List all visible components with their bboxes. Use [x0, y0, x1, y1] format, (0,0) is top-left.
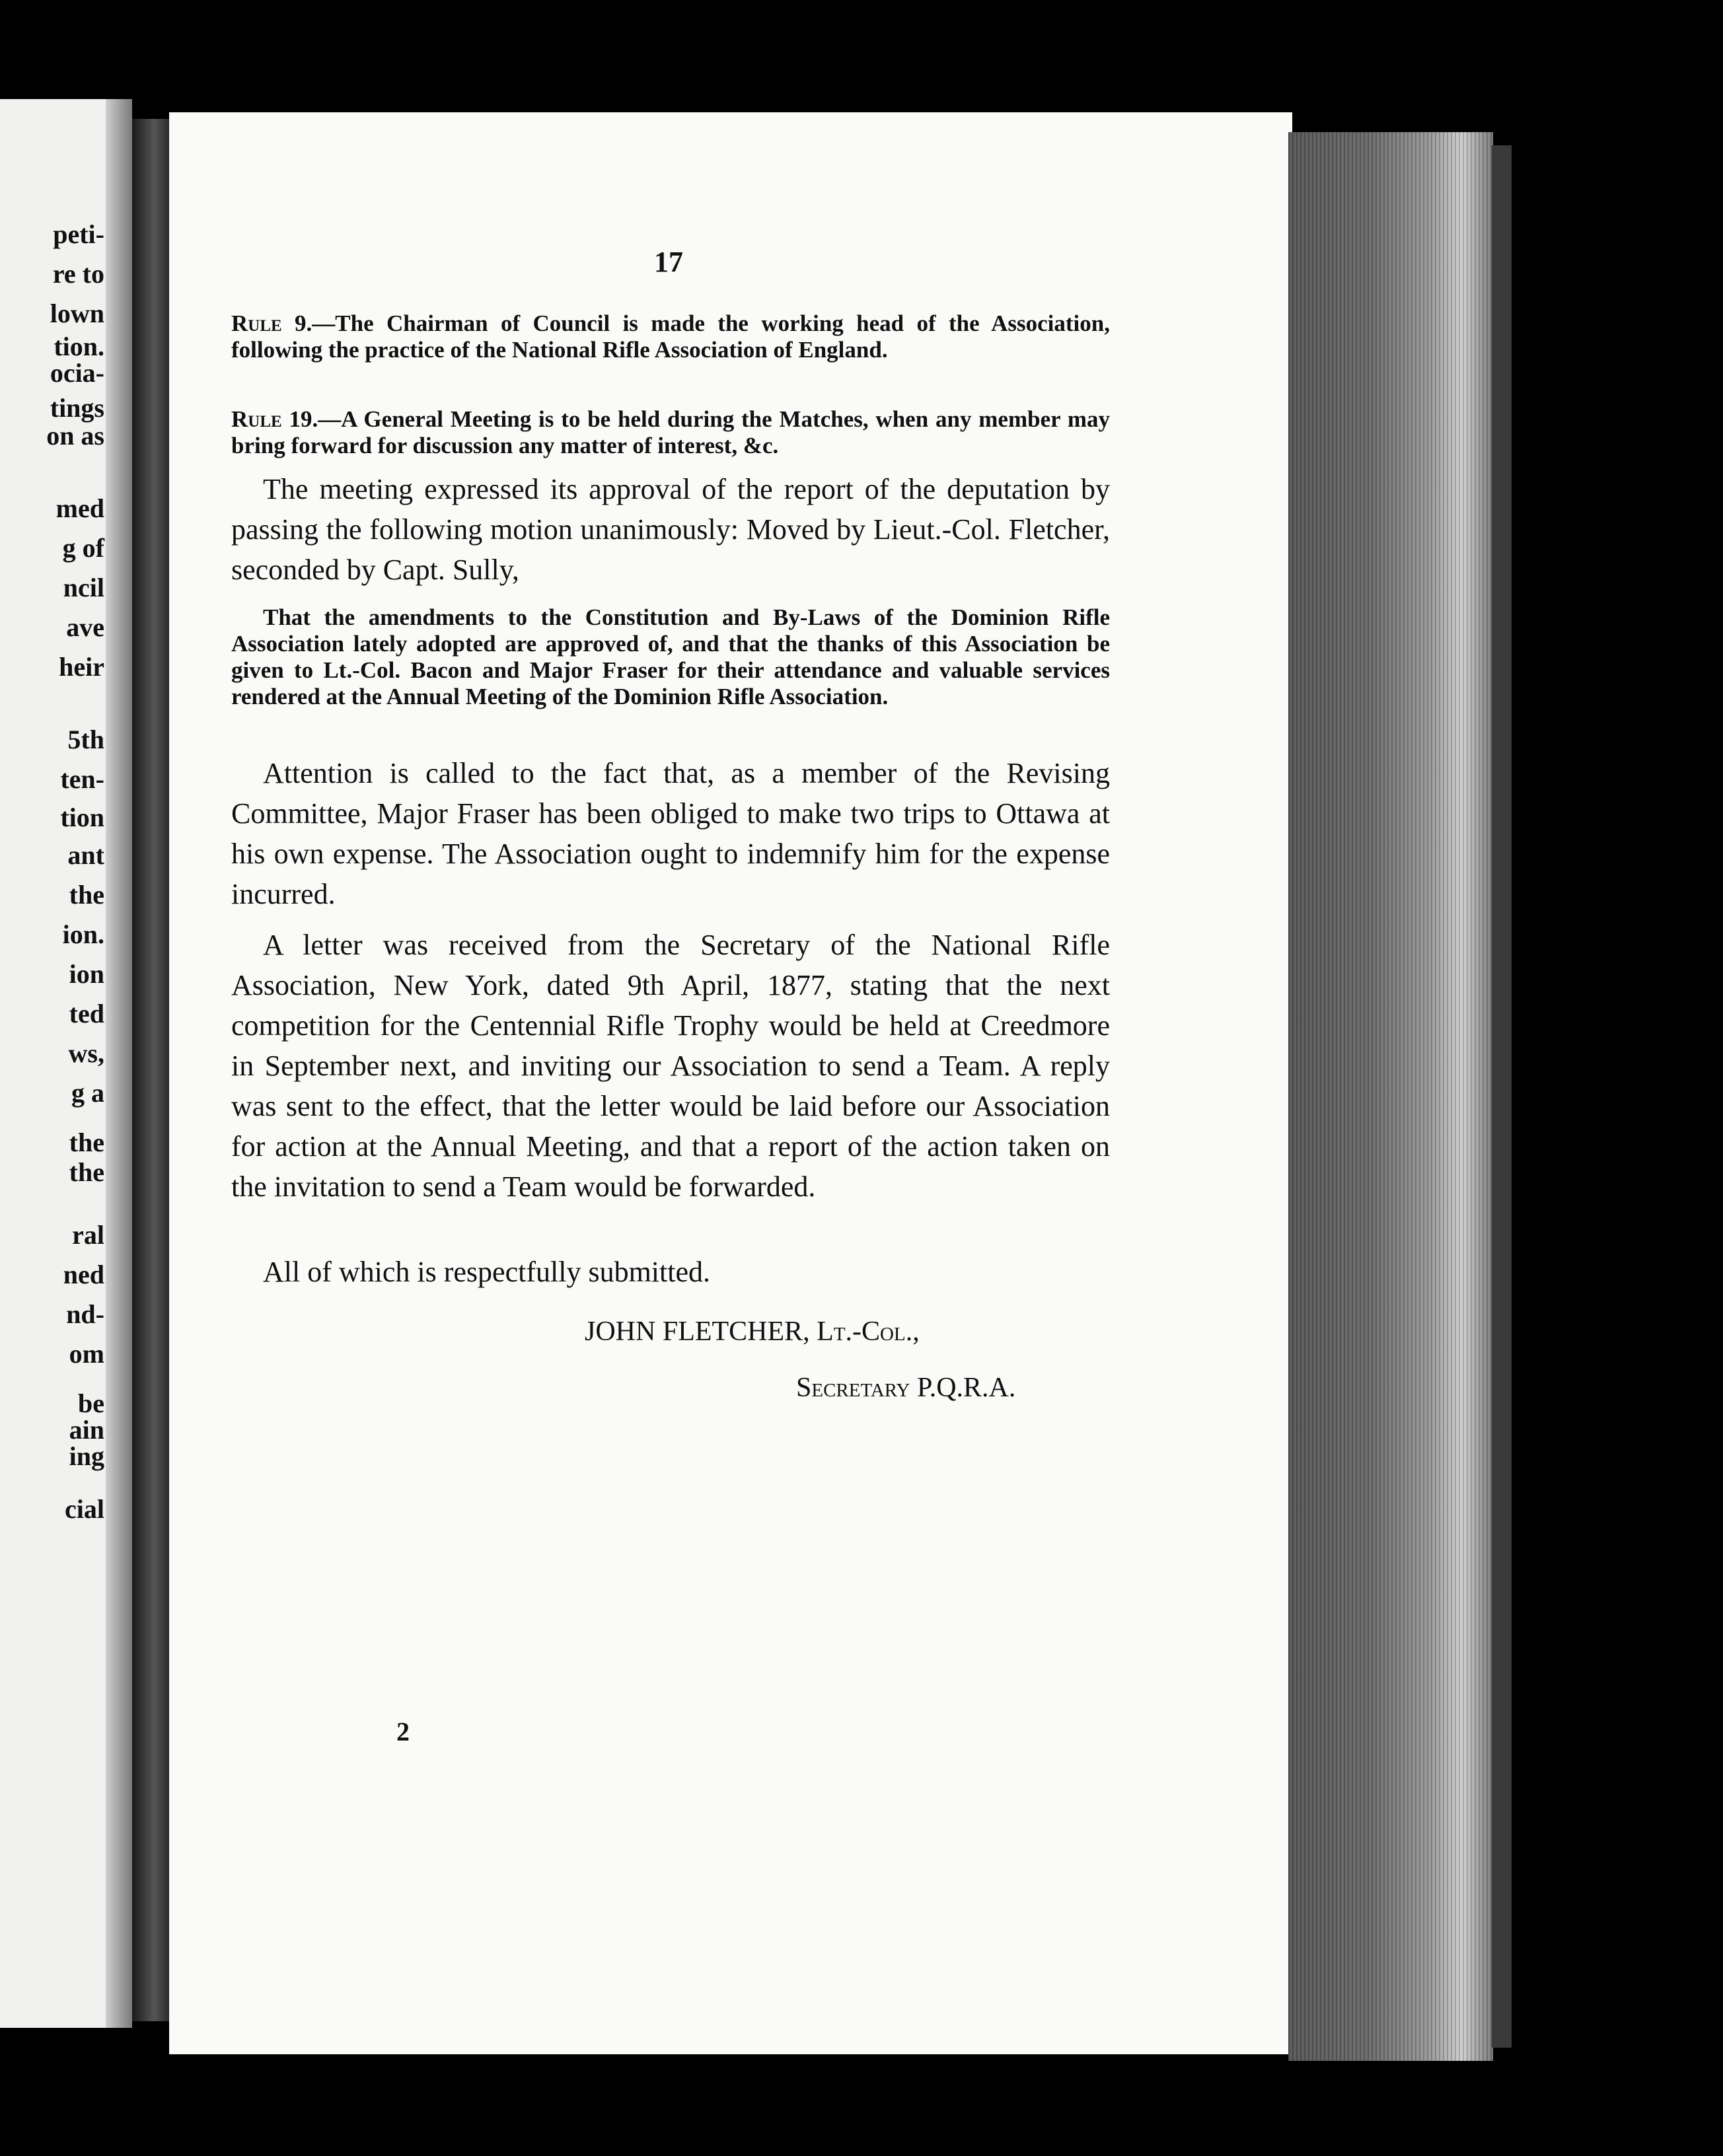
left-page-fragment: the — [69, 1128, 104, 1157]
left-page-fragment: ncil — [63, 573, 104, 602]
rule-9-label: Rule 9. — [231, 310, 312, 336]
resolution-paragraph: That the amendments to the Constitution and By-Laws of the Dominion Rifle Association lately adopted are approved of, and that the thanks of this Association be given to Lt.-Col. Bacon and Major Fraser for their attendance and valuable services rendered at the Annual Meeting of the Dominion Rifle Association. — [231, 604, 1110, 709]
folio-signature-mark: 2 — [396, 1717, 410, 1746]
left-page-fragment: ws, — [68, 1038, 104, 1068]
facing-page-left — [0, 99, 132, 2028]
left-page-fragment: om — [69, 1339, 104, 1369]
page-edges — [1288, 132, 1493, 2061]
rule-19-text: —A General Meeting is to be held during the Matches, when any member may bring forward for discussion any matter of interest, &c. — [231, 406, 1111, 458]
left-page-fragment: ocia- — [50, 358, 104, 388]
left-page-fragment: tion. — [54, 332, 104, 361]
letter-paragraph: A letter was received from the Secretary of the National Rifle Association, New York, dated 9th April, 1877, stating that the next competition for the Centennial Rifle Trophy would be held at Creedmore in September next, and inviting our Association to send a Team. A reply was sent to the effect, that the letter would be laid before our Association for action at the Annual Meeting, and that a report of the action taken on the invitation to send a Team would be forwarded. — [231, 929, 1110, 1203]
rule-9-text: —The Chairman of Council is made the working head of the Association, following the practice of the National Rifle Association of England. — [231, 310, 1110, 363]
left-page-fragment: ion. — [62, 919, 104, 949]
left-page-gutter — [106, 99, 132, 2028]
rule-9-paragraph — [231, 310, 1110, 363]
signature-name: JOHN FLETCHER, Lt.-Col., — [585, 1316, 920, 1347]
left-page-fragment: re to — [52, 259, 104, 289]
left-page-fragment: the — [69, 880, 104, 910]
left-page-fragment: ned — [63, 1260, 104, 1289]
page-edges-shadow — [1492, 145, 1512, 2048]
rule-19-paragraph — [231, 406, 1110, 459]
left-page-fragment: nd- — [66, 1299, 104, 1329]
left-page-fragment: g of — [62, 533, 104, 563]
left-page-fragment: ave — [66, 612, 104, 642]
left-page-fragment: heir — [59, 652, 104, 682]
left-page-fragment: ion — [69, 959, 104, 989]
page-number: 17 — [654, 246, 683, 278]
left-page-fragment: ant — [67, 840, 104, 870]
left-page-fragment: lown — [50, 299, 104, 328]
motion-paragraph: The meeting expressed its approval of the report of the deputation by passing the following motion unanimously: Moved by Lieut.-Col. Fletcher, seconded by Capt. Sully, — [231, 473, 1110, 586]
signature-title: Secretary P.Q.R.A. — [796, 1373, 1016, 1403]
left-page-fragment: ing — [69, 1441, 104, 1471]
left-page-fragment: ted — [69, 999, 104, 1028]
left-page-fragment: the — [69, 1157, 104, 1187]
left-page-fragment: med — [55, 493, 104, 523]
left-page-fragment: tings — [50, 393, 104, 423]
left-page-fragment: tion — [60, 803, 104, 832]
left-page-fragment: ain — [69, 1415, 104, 1445]
left-page-fragment: be — [78, 1388, 104, 1418]
rule-19-label: Rule 19. — [231, 406, 318, 432]
left-page-fragment: peti- — [53, 219, 104, 249]
closing-paragraph: All of which is respectfully submitted. — [263, 1256, 710, 1288]
left-page-fragment: 5th — [67, 725, 104, 754]
left-page-fragment: on as — [46, 421, 104, 450]
book-binding — [132, 119, 169, 2021]
attention-paragraph: Attention is called to the fact that, as a member of the Revising Committee, Major Fraser has been obliged to make two trips to Ottawa at his own expense. The Association ought to indemnify him for the expense incurred. — [231, 757, 1110, 910]
left-page-fragment: ral — [72, 1220, 104, 1250]
left-page-fragment: ten- — [60, 764, 104, 794]
left-page-fragment: g a — [71, 1078, 104, 1108]
left-page-fragment: cial — [65, 1494, 104, 1524]
